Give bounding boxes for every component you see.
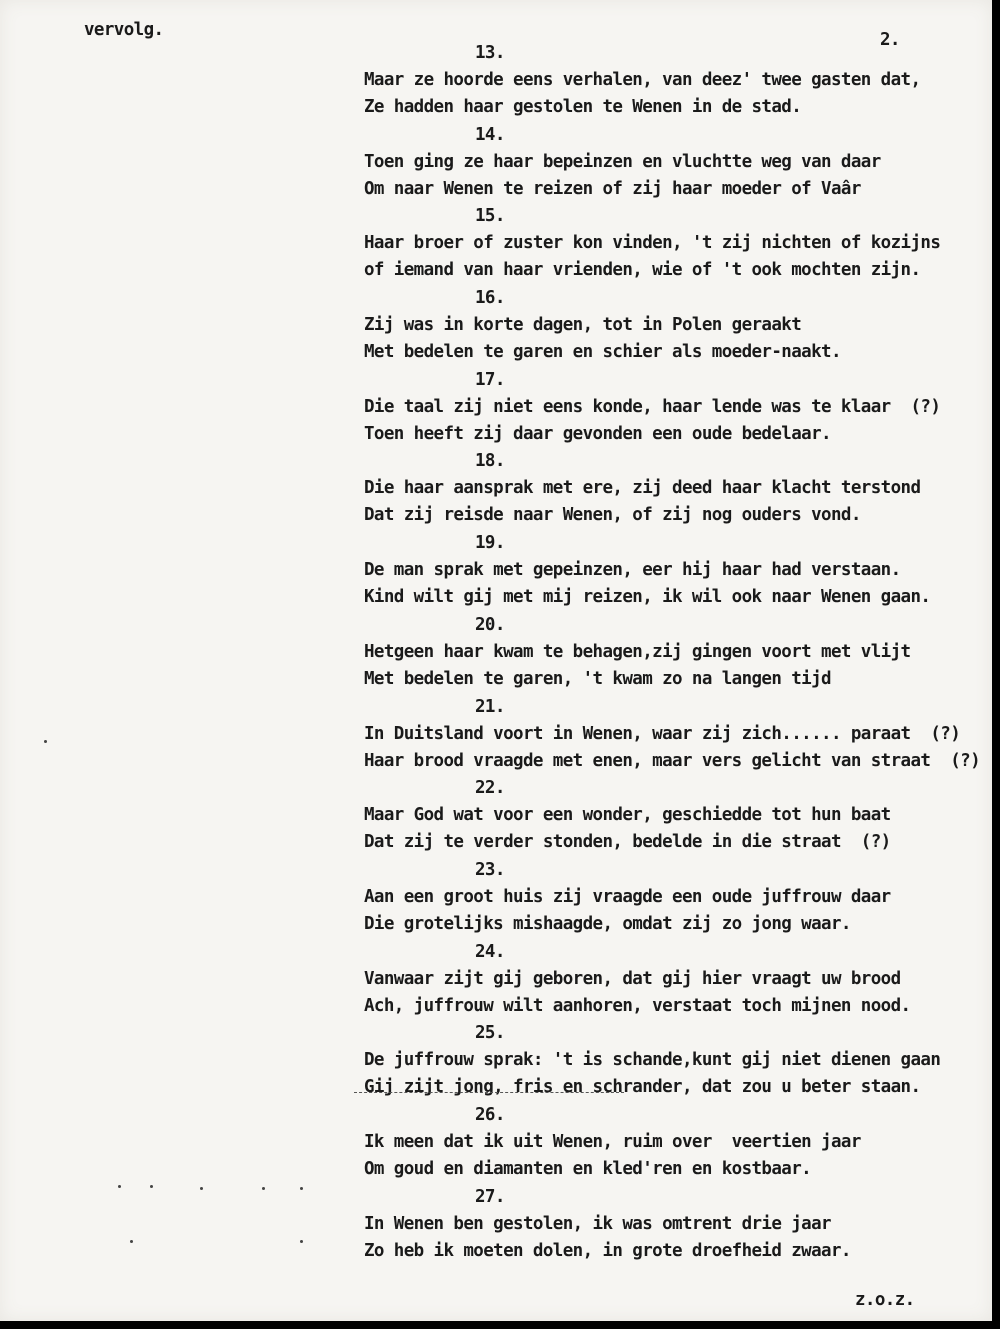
stanza-number: 13. [475, 43, 505, 63]
stanza [362, 451, 982, 533]
verse-line: Maar God wat voor een wonder, geschiedde tot hun baat [364, 805, 891, 826]
paper-speck [44, 740, 47, 743]
verse-line: De man sprak met gepeinzen, eer hij haar had verstaan. [364, 560, 901, 581]
page-number: 2. [880, 30, 900, 50]
verse-line: Haar brood vraagde met enen, maar vers gelicht van straat (?) [364, 750, 981, 771]
verse-line: Die haar aansprak met ere, zij deed haar klacht terstond [364, 478, 921, 499]
verse-line: Maar ze hoorde eens verhalen, van deez' twee gasten dat, [364, 70, 921, 90]
paper-speck [150, 1185, 153, 1188]
verse-line: Kind wilt gij met mij reizen, ik wil ook naar Wenen gaan. [364, 587, 931, 608]
footer-turn-over-note: z.o.z. [855, 1290, 915, 1310]
verse-line: In Duitsland voort in Wenen, waar zij zich...... paraat (?) [364, 723, 961, 744]
paper-speck [118, 1185, 121, 1188]
verse-line: Toen ging ze haar bepeinzen en vluchtte weg van daar [364, 151, 881, 172]
stanza-number: 17. [475, 369, 505, 390]
stanza-number: 25. [475, 1023, 505, 1044]
stanza-number: 27. [475, 1186, 505, 1207]
paper-speck [130, 1240, 133, 1243]
verse-line: Gij zijt jong, fris en schrander, dat zou u beter staan. [364, 1077, 921, 1098]
verse-line: Met bedelen te garen, 't kwam zo na langen tijd [364, 668, 831, 689]
verse-line: Om goud en diamanten en kled'ren en kostbaar. [364, 1158, 812, 1179]
verse-line: Die taal zij niet eens konde, haar lende was te klaar (?) [364, 396, 941, 417]
stanza-number: 18. [475, 451, 505, 472]
verse-line: Dat zij reisde naar Wenen, of zij nog ouders vond. [364, 505, 861, 526]
verse-line: Die grotelijks mishaagde, omdat zij zo jong waar. [364, 913, 851, 934]
verse-line: Met bedelen te garen en schier als moeder-naakt. [364, 342, 841, 363]
paper-speck [200, 1187, 203, 1190]
stanza [362, 860, 982, 942]
verse-line: Zo heb ik moeten dolen, in grote droefheid zwaar. [364, 1240, 851, 1261]
stanza [362, 125, 982, 207]
paper-speck [300, 1240, 303, 1243]
stanza-number: 23. [475, 859, 505, 880]
stanza [362, 43, 982, 125]
stanza [362, 533, 982, 615]
stanza [362, 370, 982, 452]
verse-line: Ach, juffrouw wilt aanhoren, verstaat toch mijnen nood. [364, 995, 911, 1016]
verse-line: Dat zij te verder stonden, bedelde in die straat (?) [364, 832, 891, 853]
verse-line: of iemand van haar vrienden, wie of 't ook mochten zijn. [364, 260, 921, 281]
stanza-number: 26. [475, 1104, 505, 1125]
stanza-number: 15. [475, 206, 505, 227]
verse-line: Ze hadden haar gestolen te Wenen in de stad. [364, 97, 802, 117]
paper-speck [262, 1187, 265, 1190]
dashed-underline-mark [354, 1092, 624, 1093]
stanza [362, 206, 982, 288]
stanza [362, 288, 982, 370]
verse-line: Ik meen dat ik uit Wenen, ruim over veertien jaar [364, 1131, 861, 1152]
verse-line: In Wenen ben gestolen, ik was omtrent drie jaar [364, 1213, 831, 1234]
stanza-number: 21. [475, 696, 505, 717]
verse-line: Hetgeen haar kwam te behagen,zij gingen voort met vlijt [364, 641, 911, 662]
stanza-number: 24. [475, 941, 505, 962]
stanza-number: 20. [475, 614, 505, 635]
stanza [362, 1187, 982, 1269]
verse-line: Aan een groot huis zij vraagde een oude juffrouw daar [364, 886, 891, 907]
stanza-number: 14. [475, 124, 505, 145]
stanza [362, 942, 982, 1024]
header-continuation-label: vervolg. [84, 20, 164, 40]
stanza [362, 615, 982, 697]
poem-body [362, 43, 982, 1268]
paper-speck [300, 1187, 303, 1190]
stanza-number: 19. [475, 533, 505, 554]
stanza-number: 16. [475, 288, 505, 309]
verse-line: Om naar Wenen te reizen of zij haar moeder of Vaâr [364, 178, 861, 199]
stanza [362, 778, 982, 860]
verse-line: De juffrouw sprak: 't is schande,kunt gij niet dienen gaan [364, 1050, 941, 1071]
verse-line: Vanwaar zijt gij geboren, dat gij hier vraagt uw brood [364, 968, 901, 989]
verse-line: Haar broer of zuster kon vinden, 't zij nichten of kozijns [364, 233, 941, 254]
stanza [362, 1105, 982, 1187]
stanza-number: 22. [475, 778, 505, 799]
verse-line: Toen heeft zij daar gevonden een oude bedelaar. [364, 423, 831, 444]
stanza [362, 697, 982, 779]
verse-line: Zij was in korte dagen, tot in Polen geraakt [364, 315, 802, 336]
